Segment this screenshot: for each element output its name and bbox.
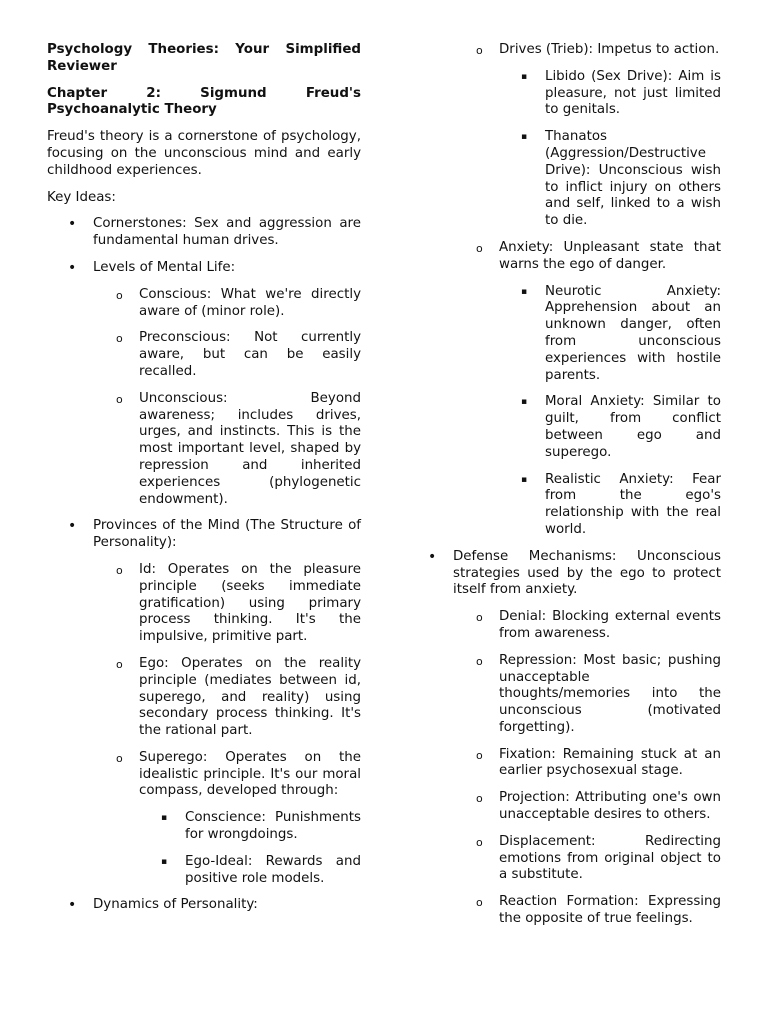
document-title: Psychology Theories: Your Simplified Reviewer: [47, 42, 361, 74]
circle-marker: o: [116, 751, 123, 765]
bullet-marker: •: [68, 259, 77, 276]
chapter-title: Chapter 2: Sigmund Freud's Psychoanalytic Theory: [47, 85, 361, 118]
list-item-projection: o Projection: Attributing one's own unacceptable desires to others.: [476, 790, 721, 823]
circle-marker: o: [476, 748, 483, 762]
list-item-reaction-formation: o Reaction Formation: Expressing the opposite of true feelings.: [476, 894, 721, 927]
circle-marker: o: [476, 654, 483, 668]
square-marker: ▪: [521, 474, 528, 485]
list-item-displacement: o Displacement: Redirecting emotions from original object to a substitute.: [476, 833, 721, 883]
list-item-id: o Id: Operates on the pleasure principle (seeks immediate gratification) using primary process thinking. It's the impulsive, primitive part.: [116, 561, 361, 645]
list-item-superego: o Superego: Operates on the idealistic principle. It's our moral compass, developed through: ▪ Conscience: Punishments for wrongdoings. ▪ Ego-Ideal: Rewards and positive role models.: [116, 749, 361, 886]
list-item-conscience: ▪ Conscience: Punishments for wrongdoings.: [161, 810, 361, 843]
list-item-denial: o Denial: Blocking external events from awareness.: [476, 609, 721, 641]
defense-sublist: [453, 609, 721, 928]
circle-marker: o: [476, 44, 483, 57]
circle-marker: o: [116, 657, 123, 671]
square-marker: ▪: [521, 71, 528, 82]
square-marker: ▪: [161, 856, 168, 867]
list-item-realistic: ▪ Realistic Anxiety: Fear from the ego's relationship with the real world.: [521, 471, 721, 537]
list-item-thanatos: ▪ Thanatos (Aggression/Destructive Drive): Unconscious wish to inflict injury on others and self, linked to a wish to die.: [521, 129, 721, 229]
square-marker: ▪: [521, 397, 528, 408]
list-item-provinces: • Provinces of the Mind (The Structure of Personality): o Id: Operates on the pleasure principle (seeks immediate gratification) using primary process thinking. It's the impulsive, primitive part. o Ego: Operates on the reality principle (mediates between id, superego, and reality) using secondary process thinking. It's the rational part. o Superego: Operates on the idealistic principle. It's our moral compass, developed through: ▪ Conscience: Punishments for wrongdoings. ▪ Ego-Ideal: Rewards and positive role models.: [68, 518, 361, 886]
left-column: [47, 42, 361, 924]
list-item-neurotic: ▪ Neurotic Anxiety: Apprehension about an unknown danger, often from unconscious experiences with hostile parents.: [521, 283, 721, 383]
bullet-marker: •: [68, 216, 77, 233]
bullet-marker: •: [68, 897, 77, 914]
list-item-anxiety: o Anxiety: Unpleasant state that warns the ego of danger. ▪ Neurotic Anxiety: Apprehension about an unknown danger, often from unconscious experiences with hostile parents. ▪ Moral Anxiety: Similar to guilt, from conflict between ego and superego. ▪ Realistic Anxiety: Fear from the ego's relationship with the real world.: [476, 239, 721, 537]
list-item-cornerstones: • Cornerstones: Sex and aggression are fundamental human drives.: [68, 216, 361, 249]
list-item-fixation: o Fixation: Remaining stuck at an earlier psychosexual stage.: [476, 746, 721, 779]
bullet-marker: •: [428, 548, 437, 565]
anxiety-sublist: [499, 284, 721, 539]
provinces-sublist: [93, 562, 361, 888]
list-item-ego-ideal: ▪ Ego-Ideal: Rewards and positive role models.: [161, 853, 361, 886]
list-item-drives: o Drives (Trieb): Impetus to action. ▪ Libido (Sex Drive): Aim is pleasure, not just limited to genitals. ▪ Thanatos (Aggression/Destructive Drive): Unconscious wish to inflict injury on others and self, linked to a wish to die.: [476, 42, 721, 229]
circle-marker: o: [476, 792, 483, 806]
list-item-moral: ▪ Moral Anxiety: Similar to guilt, from conflict between ego and superego.: [521, 394, 721, 460]
list-item-conscious: o Conscious: What we're directly aware of (minor role).: [116, 286, 361, 319]
circle-marker: o: [476, 241, 483, 255]
list-item-libido: ▪ Libido (Sex Drive): Aim is pleasure, not just limited to genitals.: [521, 68, 721, 118]
square-marker: ▪: [521, 132, 528, 143]
levels-sublist: [93, 287, 361, 509]
square-marker: ▪: [161, 813, 168, 824]
circle-marker: o: [116, 563, 123, 577]
circle-marker: o: [476, 896, 483, 910]
right-column: [407, 42, 721, 938]
circle-marker: o: [476, 611, 483, 625]
drives-sublist: [499, 69, 721, 230]
key-ideas-list: [47, 216, 361, 914]
defense-list: [407, 549, 721, 928]
list-item-preconscious: o Preconscious: Not currently aware, but can be easily recalled.: [116, 330, 361, 379]
dynamics-sublist: [453, 42, 721, 539]
circle-marker: o: [116, 332, 123, 346]
superego-sublist: [139, 810, 361, 887]
list-item-defense: • Defense Mechanisms: Unconscious strategies used by the ego to protect itself from anxiety. o Denial: Blocking external events from awareness. o Repression: Most basic; pushing unacceptable thoughts/memories into the unconscious (motivated forgetting). o Fixation: Remaining stuck at an earlier psychosexual stage. o Projection: Attributing one's own unacceptable desires to others. o Displacement: Redirecting emotions from original object to a substitute. o Reaction Formation: Expressing the opposite of true feelings.: [428, 548, 721, 927]
bullet-marker: •: [68, 518, 77, 535]
key-ideas-label: Key Ideas:: [47, 189, 116, 205]
list-item-ego: o Ego: Operates on the reality principle (mediates between id, superego, and reality) using secondary process thinking. It's the rational part.: [116, 655, 361, 739]
circle-marker: o: [476, 835, 483, 849]
list-item-repression: o Repression: Most basic; pushing unacceptable thoughts/memories into the unconscious (motivated forgetting).: [476, 652, 721, 735]
circle-marker: o: [116, 288, 123, 302]
circle-marker: o: [116, 392, 123, 406]
list-item-dynamics: • Dynamics of Personality:: [68, 897, 258, 914]
list-item-levels: • Levels of Mental Life: o Conscious: What we're directly aware of (minor role). o Preconscious: Not currently aware, but can be easily recalled. o Unconscious: Beyond awareness; includes drives, urges, and instincts. This is the most important level, shaped by repression and inherited experiences (phylogenetic endowment).: [68, 259, 361, 507]
intro-paragraph: Freud's theory is a cornerstone of psychology, focusing on the unconscious mind and early childhood experiences.: [47, 129, 361, 178]
list-item-unconscious: o Unconscious: Beyond awareness; includes drives, urges, and instincts. This is the most important level, shaped by repression and inherited experiences (phylogenetic endowment).: [116, 390, 361, 507]
square-marker: ▪: [521, 286, 528, 297]
